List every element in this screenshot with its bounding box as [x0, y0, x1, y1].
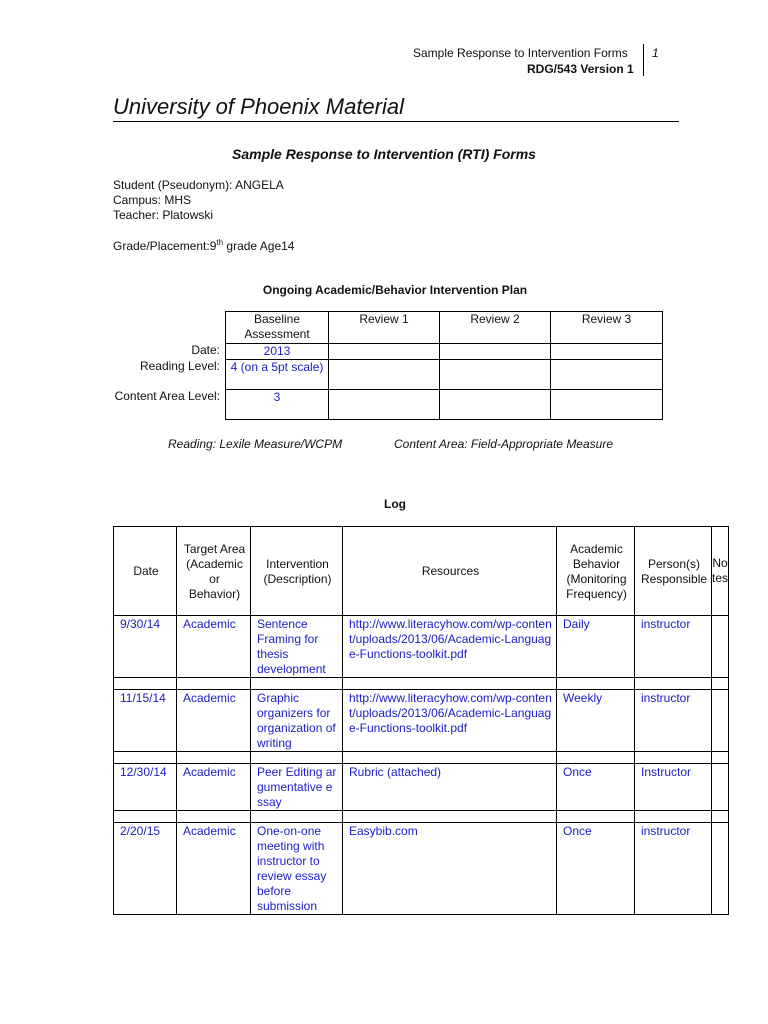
log-cell-intervention: Sentence Framing for thesis development — [251, 616, 343, 678]
log-cell-date: 2/20/15 — [114, 823, 177, 915]
table-row — [114, 823, 729, 915]
plan-cell — [329, 360, 440, 390]
plan-row-reading — [226, 360, 663, 390]
page-number: 1 — [652, 46, 659, 60]
table-row-spacer — [114, 811, 729, 823]
log-cell-area: Academic — [177, 690, 251, 752]
plan-cell — [551, 360, 663, 390]
log-cell-frequency: Daily — [557, 616, 635, 678]
plan-row-content — [226, 390, 663, 420]
log-cell-resources: Easybib.com — [343, 823, 557, 915]
log-header-resources: Resources — [343, 527, 557, 616]
log-cell-resources: http://www.literacyhow.com/wp-content/uploads/2013/06/Academic-Language-Functions-toolkit.pdf — [343, 616, 557, 678]
log-cell-area: Academic — [177, 616, 251, 678]
grade-field — [113, 238, 294, 253]
campus-field: Campus: MHS — [113, 193, 192, 207]
running-header-version: RDG/543 Version 1 — [527, 62, 634, 76]
plan-cell — [329, 344, 440, 360]
log-cell-notes — [712, 616, 729, 678]
log-cell-resources: Rubric (attached) — [343, 764, 557, 811]
log-header-notes: Notes — [712, 527, 729, 616]
log-cell-intervention: Peer Editing argumentative essay — [251, 764, 343, 811]
log-cell-intervention: Graphic organizers for organization of writing — [251, 690, 343, 752]
log-header-frequency: Academic Behavior (Monitoring Frequency) — [557, 527, 635, 616]
university-title: University of Phoenix Material — [113, 94, 405, 119]
log-cell-notes — [712, 690, 729, 752]
log-cell-resources: http://www.literacyhow.com/wp-content/uploads/2013/06/Academic-Language-Functions-toolkit.pdf — [343, 690, 557, 752]
log-cell-notes — [712, 823, 729, 915]
plan-cell: 3 — [226, 390, 329, 420]
log-cell-notes — [712, 764, 729, 811]
plan-row-label-date: Date: — [191, 343, 220, 357]
plan-cell — [551, 344, 663, 360]
plan-row-label-reading: Reading Level: — [139, 359, 220, 373]
log-cell-date: 9/30/14 — [114, 616, 177, 678]
header-divider — [643, 44, 644, 76]
log-title: Log — [384, 497, 406, 511]
log-header-intervention: Intervention (Description) — [251, 527, 343, 616]
table-row-spacer — [114, 752, 729, 764]
log-cell-date: 12/30/14 — [114, 764, 177, 811]
student-field: Student (Pseudonym): ANGELA — [113, 178, 284, 192]
plan-title: Ongoing Academic/Behavior Intervention Plan — [262, 283, 528, 297]
log-header-row — [114, 527, 729, 616]
document-title: Sample Response to Intervention (RTI) Forms — [232, 146, 536, 162]
log-cell-frequency: Once — [557, 823, 635, 915]
log-cell-intervention: One-on-one meeting with instructor to review essay before submission — [251, 823, 343, 915]
grade-superscript: th — [216, 238, 224, 247]
log-cell-person: instructor — [635, 690, 712, 752]
table-row — [114, 690, 729, 752]
log-header-person: Person(s) Responsible — [635, 527, 712, 616]
intervention-log-table — [113, 526, 729, 915]
grade-suffix: grade Age14 — [223, 239, 295, 253]
plan-cell — [551, 390, 663, 420]
intervention-plan-table — [225, 311, 663, 420]
plan-row-date — [226, 344, 663, 360]
reading-measure-note: Reading: Lexile Measure/WCPM — [168, 437, 343, 451]
log-cell-area: Academic — [177, 823, 251, 915]
plan-cell — [329, 390, 440, 420]
plan-header-baseline: Baseline Assessment — [226, 312, 329, 344]
running-header-title: Sample Response to Intervention Forms — [413, 46, 628, 60]
title-rule — [113, 121, 679, 122]
log-header-target-area: Target Area (Academic or Behavior) — [177, 527, 251, 616]
log-header-date: Date — [114, 527, 177, 616]
log-cell-person: Instructor — [635, 764, 712, 811]
table-row — [114, 616, 729, 678]
plan-header-row — [226, 312, 663, 344]
plan-row-label-content: Content Area Level: — [114, 389, 220, 403]
plan-cell — [440, 360, 551, 390]
log-cell-frequency: Once — [557, 764, 635, 811]
plan-cell — [440, 344, 551, 360]
log-cell-person: instructor — [635, 823, 712, 915]
table-row — [114, 764, 729, 811]
plan-header-review3: Review 3 — [551, 312, 663, 344]
log-cell-frequency: Weekly — [557, 690, 635, 752]
table-row-spacer — [114, 678, 729, 690]
plan-header-review2: Review 2 — [440, 312, 551, 344]
plan-cell: 4 (on a 5pt scale) — [226, 360, 329, 390]
plan-cell: 2013 — [226, 344, 329, 360]
grade-prefix: Grade/Placement:9 — [113, 239, 217, 253]
plan-header-review1: Review 1 — [329, 312, 440, 344]
log-cell-area: Academic — [177, 764, 251, 811]
content-measure-note: Content Area: Field-Appropriate Measure — [394, 437, 613, 451]
log-cell-date: 11/15/14 — [114, 690, 177, 752]
plan-cell — [440, 390, 551, 420]
log-cell-person: instructor — [635, 616, 712, 678]
teacher-field: Teacher: Platowski — [113, 208, 214, 222]
